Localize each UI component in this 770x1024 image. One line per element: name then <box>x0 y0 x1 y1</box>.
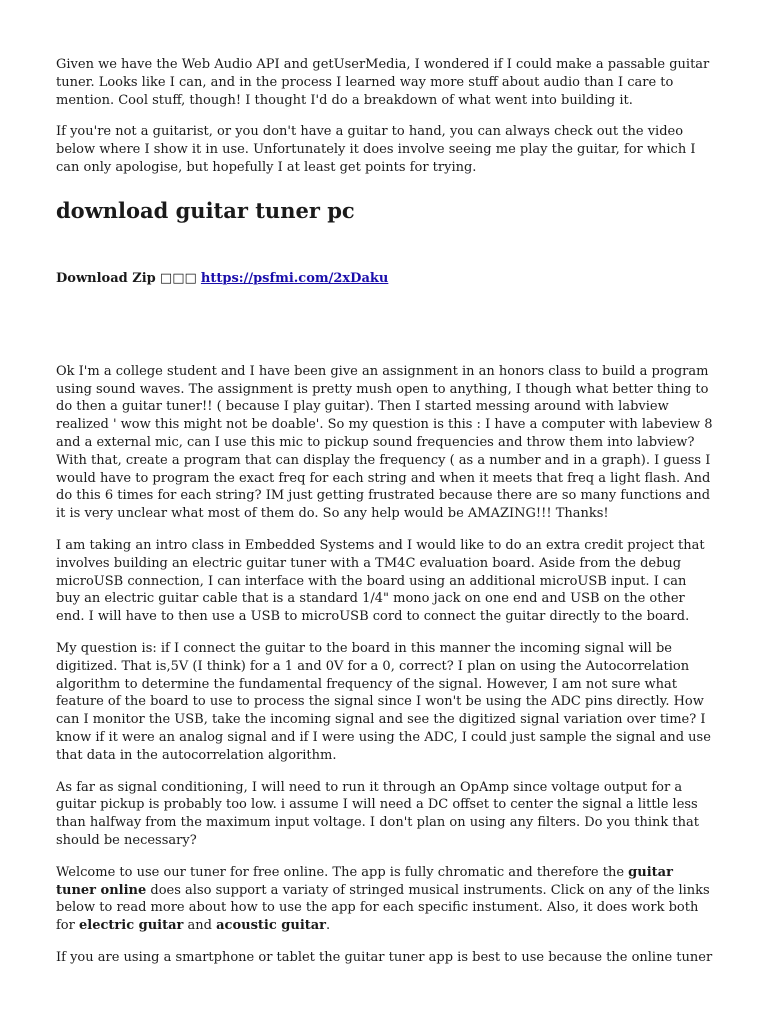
p5-bold-electric-guitar: electric guitar <box>79 918 184 934</box>
intro-paragraph-2: If you're not a guitarist, or you don't have a guitar to hand, you can always check out the video below where I show it in use. Unfortunately it does involve seeing me play the guitar, for which I can only apologise, but hopefully I at least get points for trying. <box>56 124 696 175</box>
body-paragraph-6: If you are using a smartphone or tablet the guitar tuner app is best to use because the online tuner <box>56 949 713 965</box>
body-paragraph-5 <box>56 864 714 935</box>
body-paragraph-1: Ok I'm a college student and I have been give an assignment in an honors class to build a program using sound waves. The assignment is pretty mush open to anything, I though what better thing to do then a guitar tuner!! ( because I play guitar). Then I started messing around with labview realized ' wow this might not be doable'. So my question is this : I have a computer with labeview 8 and a external mic, can I use this mic to pickup sound frequencies and throw them into labview? With that, create a program that can display the frequency ( as a number and in a graph). I guess I would have to program the exact freq for each string and when it meets that freq a light flash. And do this 6 times for each string? IM just getting frustrated because there are so many functions and it is very unclear what most of them do. So any help would be AMAZING!!! Thanks! <box>56 363 713 522</box>
download-link[interactable]: https://psfmi.com/2xDaku <box>200 270 389 286</box>
body-paragraph-4: As far as signal conditioning, I will need to run it through an OpAmp since voltage output for a guitar pickup is probably too low. i assume I will need a DC offset to center the signal a little less than halfway from the maximum input voltage. I don't plan on using any filters. Do you think that should be necessary? <box>56 779 699 848</box>
p5-text-a: Welcome to use our tuner for free online. The app is fully chromatic and therefore the <box>56 864 629 880</box>
intro-paragraph-1: Given we have the Web Audio API and getUserMedia, I wondered if I could make a passable guitar tuner. Looks like I can, and in the process I learned way more stuff about audio than I care to mention. Cool stuff, though! I thought I'd do a breakdown of what went into building it. <box>56 57 710 108</box>
download-line <box>56 270 714 288</box>
page-title: download guitar tuner pc <box>56 197 355 223</box>
body-paragraph-2: I am taking an intro class in Embedded Systems and I would like to do an extra credit project that involves building an electric guitar tuner with a TM4C evaluation board. Aside from the debug microUSB connection, I can interface with the board using an additional microUSB input. I can buy an electric guitar cable that is a standard 1/4" mono jack on one end and USB on the other end. I will have to then use a USB to microUSB cord to connect the guitar directly to the board. <box>56 537 705 625</box>
body-paragraph-3: My question is: if I connect the guitar to the board in this manner the incoming signal will be digitized. That is,5V (I think) for a 1 and 0V for a 0, correct? I plan on using the Autocorrelation algorithm to determine the fundamental frequency of the signal. However, I am not sure what feature of the board to use to process the signal since I won't be using the ADC pins directly. How can I monitor the USB, take the incoming signal and see the digitized signal variation over time? I know if it were an analog signal and if I were using the ADC, I could just sample the signal and use that data in the autocorrelation algorithm. <box>56 640 711 763</box>
p5-text-g: . <box>326 918 331 934</box>
download-label: Download Zip <box>56 270 156 286</box>
p5-bold-acoustic-guitar: acoustic guitar <box>216 918 327 934</box>
p5-text-e: and <box>183 918 217 934</box>
p5-text-c: does also support a variaty of stringed musical instruments. Click on any of the links below to read more about how to use the app for each specific instument. Also, it does work both for <box>56 882 710 934</box>
download-glyphs: □□□ <box>159 270 197 286</box>
p5-bold-guitar-tuner-online: guitar tuner online <box>56 864 673 898</box>
